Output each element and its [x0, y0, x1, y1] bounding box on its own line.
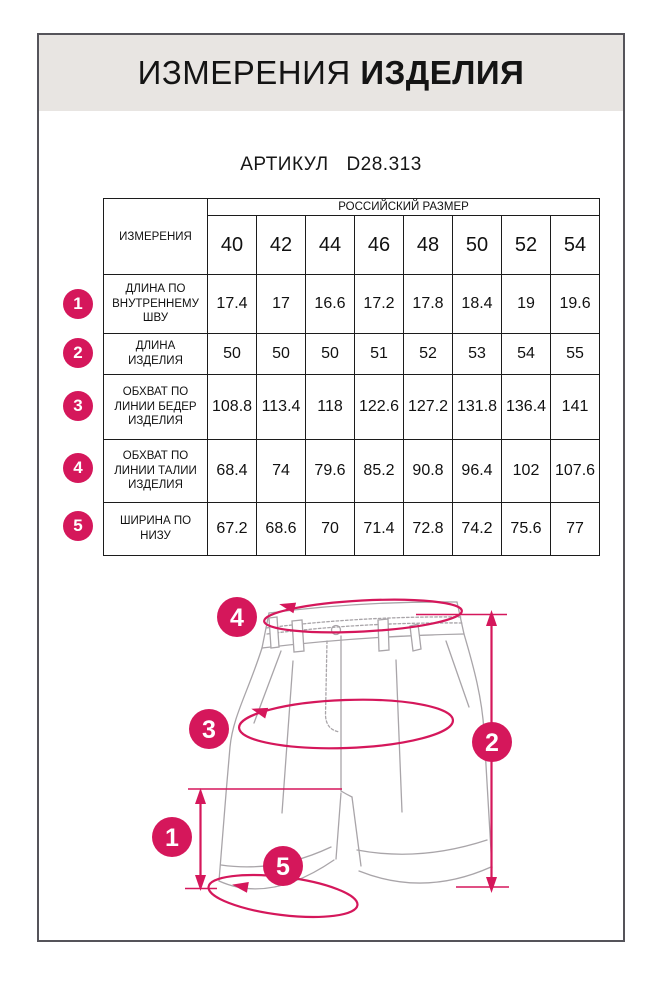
size-cell: 42 [257, 216, 306, 275]
row-number-badge: 4 [63, 453, 93, 483]
value-cell: 96.4 [453, 440, 502, 503]
value-cell: 50 [208, 334, 257, 375]
article-value: D28.313 [346, 154, 422, 175]
value-cell: 102 [502, 440, 551, 503]
value-cell: 51 [355, 334, 404, 375]
value-cell: 71.4 [355, 503, 404, 556]
value-cell: 136.4 [502, 375, 551, 440]
size-group-header-cell: РОССИЙСКИЙ РАЗМЕР [208, 199, 600, 216]
title-bold-part: ИЗДЕЛИЯ [360, 54, 525, 91]
value-cell: 50 [257, 334, 306, 375]
value-cell: 127.2 [404, 375, 453, 440]
title-regular-part: ИЗМЕРЕНИЯ [137, 54, 351, 91]
size-cell: 54 [551, 216, 600, 275]
hip-girth-ellipse [238, 696, 454, 751]
value-cell: 141 [551, 375, 600, 440]
waist-girth-ellipse [263, 595, 462, 636]
value-cell: 90.8 [404, 440, 453, 503]
shorts-outline [219, 602, 492, 889]
value-cell: 18.4 [453, 275, 502, 334]
table-row [104, 440, 600, 503]
value-cell: 77 [551, 503, 600, 556]
value-cell: 17.4 [208, 275, 257, 334]
arrow-icon [486, 610, 497, 626]
article-label: АРТИКУЛ [240, 154, 329, 175]
page-frame [37, 33, 625, 942]
value-cell: 68.6 [257, 503, 306, 556]
value-cell: 53 [453, 334, 502, 375]
badge-hip-number: 3 [202, 716, 216, 744]
value-cell: 113.4 [257, 375, 306, 440]
value-cell: 74 [257, 440, 306, 503]
value-cell: 108.8 [208, 375, 257, 440]
table-row [104, 503, 600, 556]
value-cell: 75.6 [502, 503, 551, 556]
shorts-technical-drawing [39, 558, 623, 940]
fly-stitch [326, 641, 341, 732]
value-cell: 17 [257, 275, 306, 334]
article-line [39, 151, 623, 179]
size-cell: 52 [502, 216, 551, 275]
value-cell: 74.2 [453, 503, 502, 556]
page-title [39, 35, 623, 111]
value-cell: 50 [306, 334, 355, 375]
value-cell: 85.2 [355, 440, 404, 503]
badge-inseam-number: 1 [165, 824, 179, 852]
table-row [104, 334, 600, 375]
value-cell: 67.2 [208, 503, 257, 556]
value-cell: 19.6 [551, 275, 600, 334]
badge-length-number: 2 [485, 729, 499, 757]
value-cell: 79.6 [306, 440, 355, 503]
row-number-badge: 3 [63, 391, 93, 421]
arrow-icon [195, 788, 206, 804]
row-number-badge: 5 [63, 511, 93, 541]
value-cell: 17.8 [404, 275, 453, 334]
measurements-header-cell: ИЗМЕРЕНИЯ [104, 199, 208, 275]
value-cell: 107.6 [551, 440, 600, 503]
value-cell: 54 [502, 334, 551, 375]
row-number-badge: 2 [63, 338, 93, 368]
value-cell: 118 [306, 375, 355, 440]
table-row [104, 375, 600, 440]
row-label: ДЛИНА ПО ВНУТРЕННЕМУ ШВУ [104, 275, 208, 334]
measurement-annotations [185, 595, 509, 924]
size-cell: 50 [453, 216, 502, 275]
badge-waist-number: 4 [230, 604, 244, 632]
size-table [103, 198, 600, 556]
size-cell: 44 [306, 216, 355, 275]
size-cell: 40 [208, 216, 257, 275]
value-cell: 70 [306, 503, 355, 556]
row-label: ДЛИНА ИЗДЕЛИЯ [104, 334, 208, 375]
value-cell: 131.8 [453, 375, 502, 440]
row-label: ШИРИНА ПО НИЗУ [104, 503, 208, 556]
badge-hem-number: 5 [276, 853, 290, 881]
value-cell: 17.2 [355, 275, 404, 334]
value-cell: 68.4 [208, 440, 257, 503]
size-cell: 48 [404, 216, 453, 275]
value-cell: 122.6 [355, 375, 404, 440]
value-cell: 52 [404, 334, 453, 375]
value-cell: 72.8 [404, 503, 453, 556]
arrow-icon [486, 877, 497, 893]
value-cell: 16.6 [306, 275, 355, 334]
row-number-badge: 1 [63, 289, 93, 319]
size-cell: 46 [355, 216, 404, 275]
value-cell: 19 [502, 275, 551, 334]
row-label: ОБХВАТ ПО ЛИНИИ ТАЛИИ ИЗДЕЛИЯ [104, 440, 208, 503]
value-cell: 55 [551, 334, 600, 375]
row-label: ОБХВАТ ПО ЛИНИИ БЕДЕР ИЗДЕЛИЯ [104, 375, 208, 440]
table-row [104, 275, 600, 334]
